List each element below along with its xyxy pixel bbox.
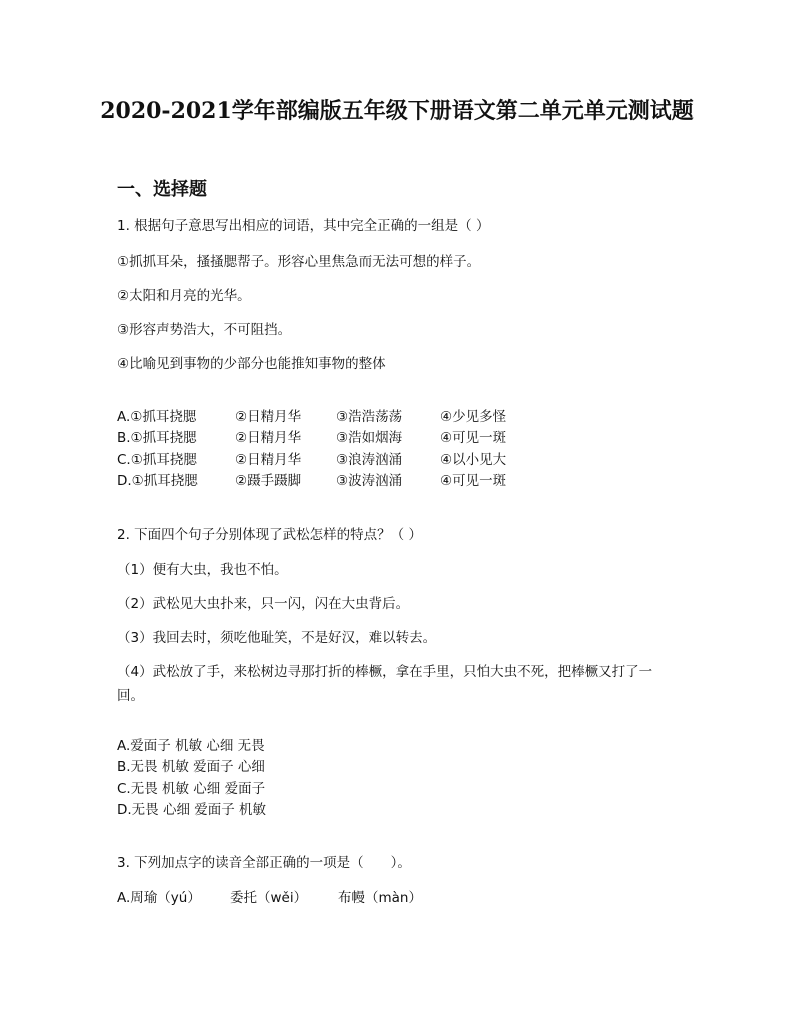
question-2-stem: 2. 下面四个句子分别体现了武松怎样的特点？（ ）: [117, 527, 422, 543]
question-1-item: ①抓抓耳朵，搔搔腮帮子。形容心里焦急而无法可想的样子。: [117, 254, 481, 270]
option-term: D.①抓耳挠腮: [117, 473, 198, 489]
option-term: ③波涛汹涌: [336, 473, 403, 489]
option-term: ③浪涛汹涌: [336, 452, 403, 468]
question-2-item: （4）武松放了手，来松树边寻那打折的棒橛，拿在手里，只怕大虫不死，把棒橛又打了一回。: [117, 664, 653, 704]
option-term: ④少见多怪: [440, 409, 507, 425]
question-2-item: （1）便有大虫，我也不怕。: [117, 562, 288, 578]
option-term: ④以小见大: [440, 452, 507, 468]
question-1-item: ④比喻见到事物的少部分也能推知事物的整体: [117, 356, 386, 372]
option-term: ④可见一斑: [440, 430, 507, 446]
page-title: 2020-2021学年部编版五年级下册语文第二单元单元测试题: [100, 98, 694, 124]
option-term: 布幔（màn）: [338, 890, 422, 906]
question-1-item: ③形容声势浩大，不可阻挡。: [117, 322, 292, 338]
question-3-stem: 3. 下列加点字的读音全部正确的一项是（ ）。: [117, 855, 411, 871]
option-term: C.①抓耳挠腮: [117, 452, 197, 468]
option-term: ②蹑手蹑脚: [235, 473, 302, 489]
question-2-item: （2）武松见大虫扑来，只一闪，闪在大虫背后。: [117, 596, 410, 612]
option-term: A.周瑜（yú）: [117, 890, 201, 906]
option-term: ②日精月华: [235, 430, 302, 446]
option-term: ③浩浩荡荡: [336, 409, 403, 425]
question-1-stem: 1. 根据句子意思写出相应的词语，其中完全正确的一组是（ ）: [117, 218, 490, 234]
question-2-option-d[interactable]: D.无畏 心细 爱面子 机敏: [117, 802, 267, 818]
question-2-option-a[interactable]: A.爱面子 机敏 心细 无畏: [117, 738, 265, 754]
question-1-item: ②太阳和月亮的光华。: [117, 288, 251, 304]
section-heading: 一、选择题: [117, 179, 207, 200]
option-term: A.①抓耳挠腮: [117, 409, 197, 425]
option-term: 委托（wěi）: [230, 890, 308, 906]
option-term: B.①抓耳挠腮: [117, 430, 197, 446]
question-2-item: （3）我回去时，须吃他耻笑，不是好汉，难以转去。: [117, 630, 437, 646]
question-2-option-b[interactable]: B.无畏 机敏 爱面子 心细: [117, 759, 265, 775]
option-term: ④可见一斑: [440, 473, 507, 489]
option-term: ②日精月华: [235, 452, 302, 468]
option-term: ②日精月华: [235, 409, 302, 425]
option-term: ③浩如烟海: [336, 430, 403, 446]
question-2-option-c[interactable]: C.无畏 机敏 心细 爱面子: [117, 781, 266, 797]
